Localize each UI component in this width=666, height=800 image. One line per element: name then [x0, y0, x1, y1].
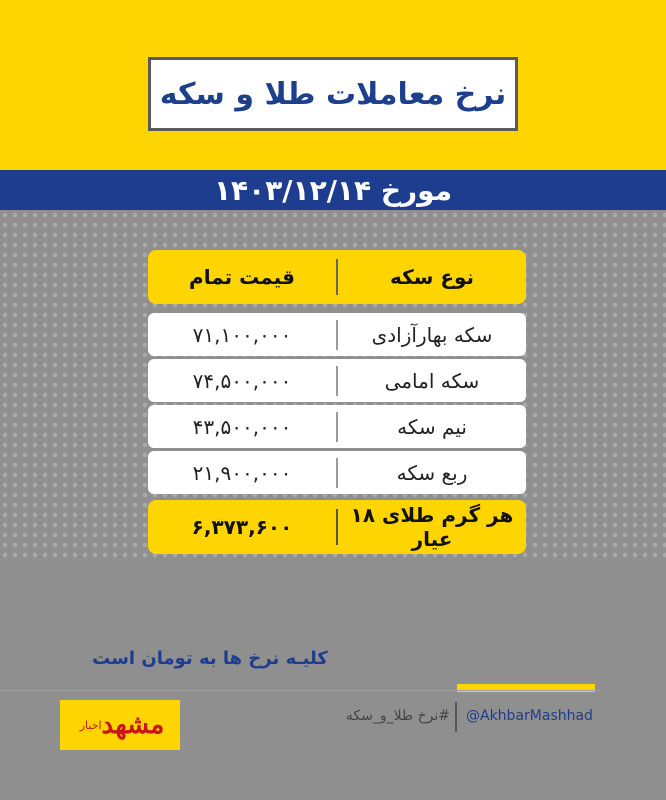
- title-box: [148, 57, 518, 131]
- coin-price: ۲۱,۹۰۰,۰۰۰: [192, 460, 292, 485]
- social-handle-link[interactable]: @AkhbarMashhad: [466, 708, 593, 724]
- col-divider: [336, 366, 338, 396]
- gold-price-row: [148, 500, 526, 554]
- coin-type: نیم سکه: [397, 414, 467, 439]
- coin-type: سکه امامی: [384, 368, 480, 393]
- currency-note: کلیـه نرخ ها به تومان است: [92, 648, 328, 669]
- col-divider: [336, 458, 338, 488]
- col-divider: [336, 259, 338, 295]
- table-row: [148, 313, 526, 356]
- map-bottom-mask: [0, 560, 666, 800]
- coin-price: ۷۴,۵۰۰,۰۰۰: [192, 368, 292, 393]
- logo-main-text: مشهد: [101, 710, 165, 740]
- table-header: [148, 250, 526, 304]
- date-label: مورخ ۱۴۰۳/۱۲/۱۴: [213, 173, 453, 207]
- coin-type: ربع سکه: [396, 460, 468, 485]
- gold-price: ۶,۳۷۳,۶۰۰: [191, 515, 293, 539]
- hashtag-link[interactable]: #نرخ طلا_و_سکه: [345, 708, 450, 724]
- table-row: [148, 405, 526, 448]
- logo-small-text: اخبار: [79, 718, 102, 732]
- footer-line: [0, 690, 600, 691]
- col-header-coin-type: نوع سکه: [389, 265, 475, 289]
- coin-price: ۴۳,۵۰۰,۰۰۰: [192, 414, 292, 439]
- col-header-price: قیمت تمام: [189, 265, 295, 289]
- col-divider: [336, 412, 338, 442]
- col-divider: [336, 320, 338, 350]
- table-row: [148, 359, 526, 402]
- akhbar-mashhad-logo: [60, 700, 180, 750]
- page-title: نرخ معاملات طلا و سکه: [159, 76, 507, 112]
- table-row: [148, 451, 526, 494]
- col-divider: [336, 509, 338, 545]
- gold-label: هر گرم طلای ۱۸ عیار: [350, 503, 514, 551]
- date-band: [0, 170, 666, 210]
- coin-type: سکه بهارآزادی: [371, 322, 493, 347]
- coin-price: ۷۱,۱۰۰,۰۰۰: [192, 322, 292, 347]
- footer-divider: [455, 702, 457, 732]
